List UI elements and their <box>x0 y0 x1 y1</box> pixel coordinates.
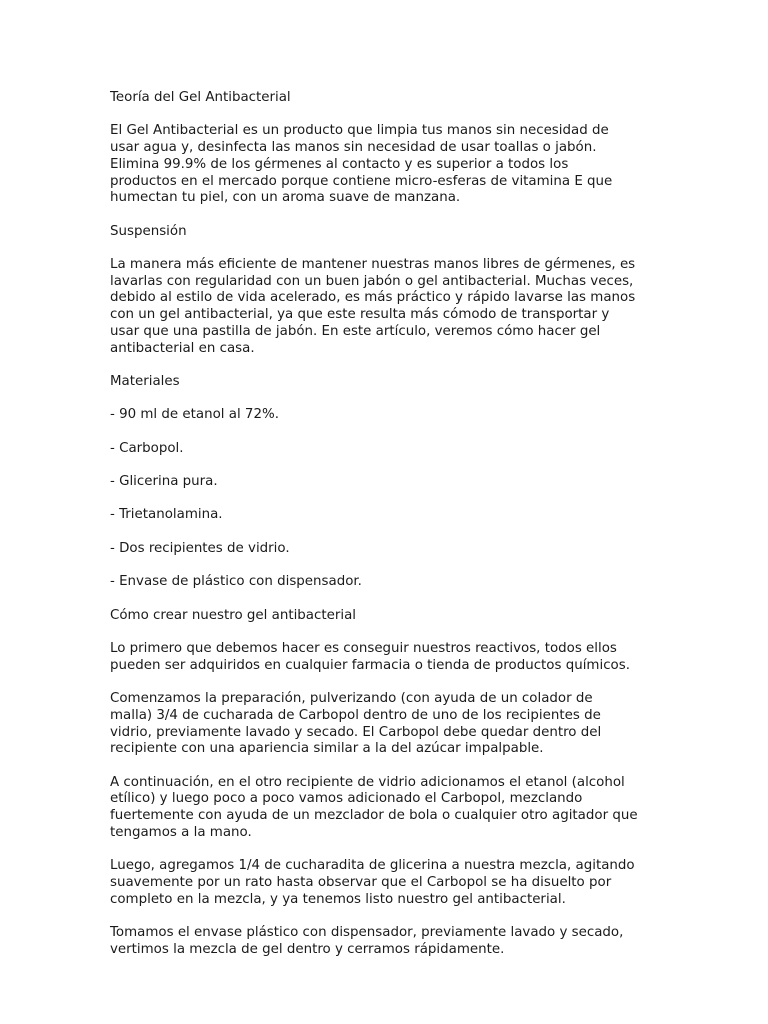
materials-item: - Dos recipientes de vidrio. <box>110 540 290 556</box>
document-title: Teoría del Gel Antibacterial <box>110 90 291 105</box>
step-paragraph: Tomamos el envase plástico con dispensador, previamente lavado y secado, vertimos la mezcla de gel dentro y cerramos rápidamente. <box>110 924 624 957</box>
materials-item: - Carbopol. <box>110 440 184 456</box>
intro-paragraph: El Gel Antibacterial es un producto que limpia tus manos sin necesidad de usar agua y, desinfecta las manos sin necesidad de usar toallas o jabón. Elimina 99.9% de los gérmenes al contacto y es superior a todos los productos en el mercado porque contiene micro-esferas de vitamina E que humectan tu piel, con un aroma suave de manzana. <box>110 123 613 206</box>
materials-item: - Glicerina pura. <box>110 474 218 490</box>
materials-heading: Materiales <box>110 373 180 389</box>
materials-item: - Trietanolamina. <box>110 507 223 523</box>
materials-item: - 90 ml de etanol al 72%. <box>110 407 279 423</box>
materials-item: - Envase de plástico con dispensador. <box>110 574 362 590</box>
suspension-heading: Suspensión <box>110 223 187 239</box>
step-paragraph: Luego, agregamos 1/4 de cucharadita de glicerina a nuestra mezcla, agitando suavemente por un rato hasta observar que el Carbopol se ha disuelto por completo en la mezcla, y ya tenemos listo nuestro gel antibacterial. <box>110 858 635 907</box>
step-paragraph: Comenzamos la preparación, pulverizando (con ayuda de un colador de malla) 3/4 de cucharada de Carbopol dentro de uno de los recipientes de vidrio, previamente lavado y secado. El Carbopol debe quedar dentro del recipiente con una apariencia similar a la del azúcar impalpable. <box>110 691 602 757</box>
document-page <box>110 90 690 975</box>
step-paragraph: A continuación, en el otro recipiente de vidrio adicionamos el etanol (alcohol etílico) y luego poco a poco vamos adicionado el Carbopol, mezclando fuertemente con ayuda de un mezclador de bola o cualquier otro agitador que tengamos a la mano. <box>110 774 638 840</box>
step-paragraph: Lo primero que debemos hacer es conseguir nuestros reactivos, todos ellos pueden ser adquiridos en cualquier farmacia o tienda de productos químicos. <box>110 641 630 673</box>
suspension-paragraph: La manera más eficiente de mantener nuestras manos libres de gérmenes, es lavarlas con regularidad con un buen jabón o gel antibacterial. Muchas veces, debido al estilo de vida acelerado, es más práctico y rápido lavarse las manos con un gel antibacterial, ya que este resulta más cómodo de transportar y usar que una pastilla de jabón. En este artículo, veremos cómo hacer gel antibacterial en casa. <box>110 256 636 356</box>
howto-heading: Cómo crear nuestro gel antibacterial <box>110 607 357 623</box>
